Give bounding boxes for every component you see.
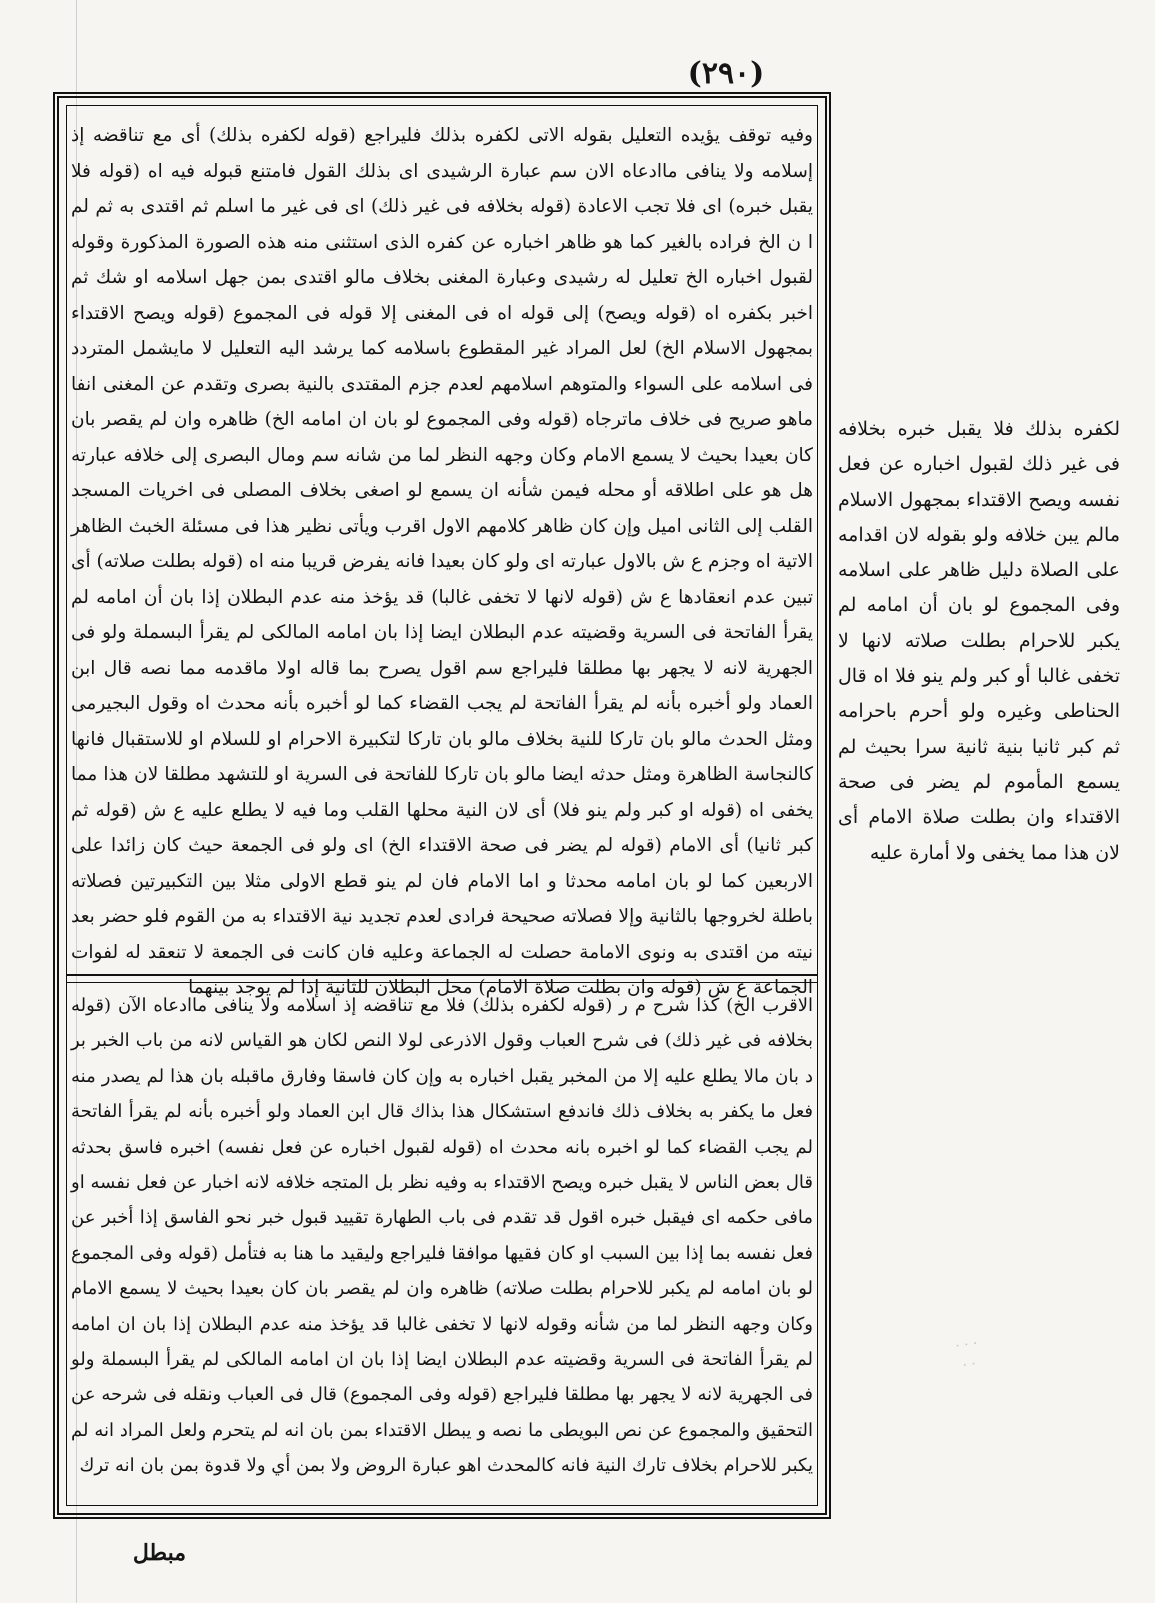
main-text-block: وفيه توقف يؤيده التعليل بقوله الاتى لكفره بذلك فليراجع (قوله لكفره بذلك) أى مع تناقضه إذ إسلامه ولا ينافى ماادعاه الان سم عبارة الرشيدى اى بذلك القول فامتنع قبوله فيه اه (قوله فلا يقبل خبره) اى فلا تجب الاعادة (قوله بخلافه فى غير ذلك) اى فى غير ما اسلم ثم اقتدى به ثم لم ا ن الخ فراده بالغير كما هو ظاهر اخباره عن كفره الذى استثنى منه هذه الصورة المذكورة وقوله لقبول اخباره الخ تعليل له رشيدى وعبارة المغنى بخلاف مالو اقتدى بمن جهل اسلامه او شك ثم اخبر بكفره اه (قوله ويصح) إلى قوله اه فى المغنى إلا قوله فى المجموع (قوله ويصح الاقتداء بمجهول الاسلام الخ) لعل المراد غير المقطوع باسلامه كما يرشد اليه التعليل لا مايشمل المتردد فى اسلامه على السواء والمتوهم اسلامهم لعدم جزم المقتدى بالنية بصرى وتقدم عن المغنى انفا ماهو صريح فى خلاف ماترجاه (قوله وفى المجموع لو بان ان امامه الخ) ظاهره وان لم يقصر بان كان بعيدا بحيث لا يسمع الامام وكان وجهه النظر لما من شانه سم ومال البصرى إلى خلافه عبارته هل هو على اطلاقه أو محله فيمن شأنه ان يسمع لو اصغى بخلاف المصلى فى اخريات المسجد القلب إلى الثانى اميل وإن كان ظاهر كلامهم الاول اقرب ويأتى نظير هذا فى مسئلة الخبث الظاهر الاتية اه وجزم ع ش بالاول عبارته اى ولو كان بعيدا فانه يفرض قريبا منه اه (قوله بطلت صلاته) أى تبين عدم انعقادها ع ش (قوله لانها لا تخفى غالبا) قد يؤخذ منه عدم البطلان إذا بان أن امامه لم يقرأ الفاتحة فى السرية وقضيته عدم البطلان ايضا إذا بان امامه المالكى لم يقرأ البسملة ولو فى الجهرية لانه لا يجهر بها مطلقا فليراجع سم اقول يصرح بما قاله اولا ماقدمه مما نصه قال ابن العماد ولو أخبره بأنه لم يقرأ الفاتحة لم يجب القضاء كما لو أخبره بأنه محدث اه وقول البجيرمى ومثل الحدث مالو بان تاركا للنية بخلاف مالو بان تاركا لتكبيرة الاحرام او للسلام او للاستقبال فانها كالنجاسة الظاهرة ومثل حدثه ايضا مالو بان تاركا للفاتحة فى السرية او للتشهد مطلقا لان هذا مما يخفى اه (قوله او كبر ولم ينو فلا) أى لان النية محلها القلب وما فيه لا يطلع عليه ع ش (قوله ثم كبر ثانيا) أى الامام (قوله لم يضر فى صحة الاقتداء الخ) اى ولو فى الجمعة حيث كان زائدا على الاربعين كما لو بان امامه محدثا و اما الامام فان لم ينو قطع الاولى مثلا بين التكبيرتين فصلاته باطلة لخروجها بالثانية وإلا فصلاته صحيحة فرادى لعدم تجديد نية الاقتداء به من القوم فلو حضر بعد نيته من اقتدى به ونوى الامامة حصلت له الجماعة وعليه فان كانت فى الجمعة لا تنعقد له لفوات الجماعة ع ش (قوله وان بطلت صلاة الامام) محل البطلان للثانية إذا لم يوجد بينهما <box>71 125 813 998</box>
marginal-note: لكفره بذلك فلا يقبل خبره بخلافه فى غير ذلك لقبول اخباره عن فعل نفسه ويصح الاقتداء بمجهول الاسلام مالم يبن خلافه ولو بقوله لان اقدامه على الصلاة دليل ظاهر على اسلامه وفى المجموع لو بان أن امامه لم يكبر للاحرام بطلت صلاته لانها لا تخفى غالبا أو كبر ولم ينو فلا اه قال الحناطى وغيره ولو أحرم باحرامه ثم كبر ثانيا بنية ثانية سرا بحيث لم يسمع المأموم لم يضر فى صحة الاقتداء وان بطلت صلاة الامام أى لان هذا مما يخفى ولا أمارة عليه <box>838 418 1120 864</box>
section-separator <box>67 974 817 983</box>
text-frame <box>53 92 831 1519</box>
catchword: مبطل <box>132 1540 186 1566</box>
page-number: (٢٩٠) <box>687 56 765 91</box>
faint-stamp-mark: · · · · · <box>954 1335 979 1374</box>
commentary-text-block: الاقرب الخ) كذا شرح م ر (قوله لكفره بذلك) فلا مع تناقضه إذ اسلامه ولا ينافى ماادعاه الآن (قوله بخلافه فى غير ذلك) فى شرح العباب وقول الاذرعى لولا النص لكان هو القياس لانه من باب الخبر بر د بان مالا يطلع عليه إلا من المخبر يقبل اخباره به وإن كان فاسقا وفارق ماقبله بان هذا لم يصدر منه فعل ما يكفر به بخلاف ذلك فاندفع استشكال هذا بذاك قال ابن العماد ولو أخبره بأنه لم يقرأ الفاتحة لم يجب القضاء كما لو اخبره بانه محدث اه (قوله لقبول اخباره عن فعل نفسه) اخبره فاسق بحدثه قال بعض الناس لا يقبل خبره ويصح الاقتداء به وفيه نظر بل المتجه خلافه لانه اخبار عن فعل نفسه او مافى حكمه اى فيقبل خبره اقول قد تقدم فى باب الطهارة تقييد قبول خبر نحو الفاسق إذا أخبر عن فعل نفسه بما إذا بين السبب او كان فقيها موافقا فليراجع وليقيد ما هنا به فتأمل (قوله وفى المجموع لو بان امامه لم يكبر للاحرام بطلت صلاته) ظاهره وان لم يقصر بان كان بعيدا بحيث لا يسمع الامام وكان وجهه النظر لما من شأنه وقوله لانها لا تخفى غالبا قد يؤخذ منه عدم البطلان إذا بان ان امامه لم يقرأ الفاتحة فى السرية وقضيته عدم البطلان ايضا إذا بان ان امامه المالكى لم يقرأ البسملة ولو فى الجهرية لانه لا يجهر بها مطلقا فليراجع (قوله وفى المجموع) قال فى العباب ونقله فى شرحه عن التحقيق والمجموع عن نص البويطى ما نصه و يبطل الاقتداء بمن بان انه لم يتحرم ولعل المراد انه لم يكبر للاحرام بخلاف تارك النية فانه كالمحدث اهو عبارة الروض ولا بمن أي ولا قدوة بمن بان انه ترك <box>71 995 813 1477</box>
